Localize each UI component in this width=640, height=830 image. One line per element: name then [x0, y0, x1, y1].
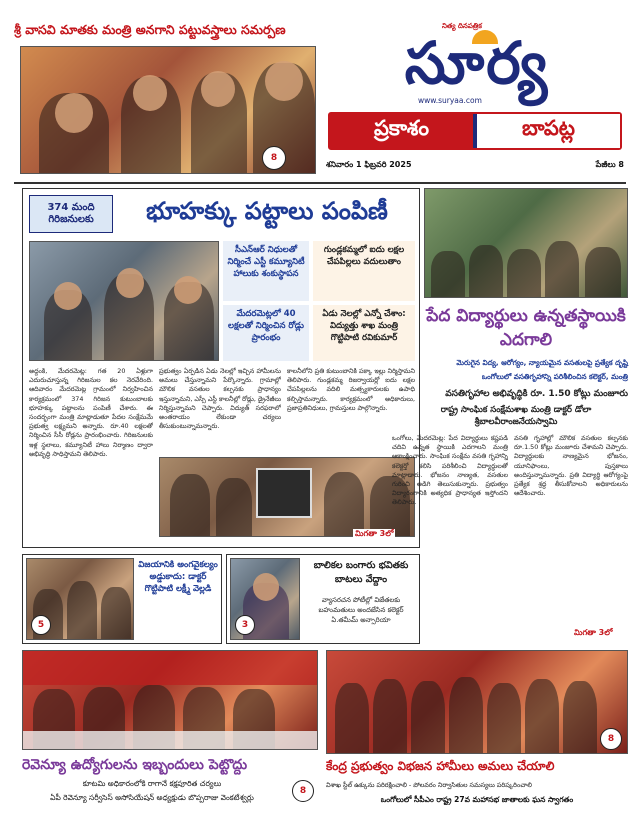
- lead-story: [22, 188, 420, 548]
- lead-col-3: కాలనీలోని ప్రతి కుటుంబానికి పక్కా ఇల్లు నిర్మిస్తామని తెలిపారు. గుండ్లకమ్మ రిజర్వాయర్లో ఐదు లక్షల చేపపిల్లలను వదిలి మత్స్యకారులకు ఉపాధి కల్పిస్తామన్నారు. కార్యక్రమంలో అధికారులు, ప్రజాప్రతినిధులు, గ్రామస్తులు పాల్గొన్నారు.: [287, 367, 415, 412]
- right-story-col-1: ఒంగోలు, మేదరమెట్ల: పేద విద్యార్థులు కష్టపడి చదివి ఉన్నత స్థాయికి ఎదగాలని మంత్రి ఆకాంక్షించారు. సాంఘిక సంక్షేమ వసతి గృహాన్ని కలెక్టర్తో కలిసి పరిశీలించి విద్యార్థులతో మాట్లాడారు. భోజనం నాణ్యత, వసతుల గురించి అడిగి తెలుసుకున్నారు. ప్రభుత్వం విద్యారంగానికి అత్యధిక ప్రాధాన్యత ఇస్తోందని తెలిపారు.: [392, 434, 508, 507]
- lead-box-roads: మేదరమెట్లలో 40 లక్షలతో నిర్మించిన రోడ్లు ప్రారంభం: [223, 305, 309, 361]
- right-story-sub3: వసతిగృహాల అభివృద్ధికి రూ. 1.50 కోట్లు మంజూరు: [445, 389, 628, 399]
- right-story-see-more[interactable]: మిగతా 3లో: [574, 628, 613, 637]
- brief-girls-sub: వ్యాసరచన పోటీల్లో విజేతలకు బహుమతులు అందజేసిన కలెక్టర్ ఏ.తమీమ్ అన్సారియా: [318, 596, 404, 624]
- masthead-title: సూర్య: [404, 29, 550, 97]
- right-story-sub2: ఒంగోలులో వసతిగృహాన్ని పరిశీలించిన కలెక్టర్, మంత్రి: [481, 372, 628, 381]
- right-story: [392, 188, 628, 644]
- bottom-left-photo: [22, 650, 318, 750]
- bottom-right-sub1: విశాఖ స్టీల్ ఉక్కును పరిరక్షించాలి - పోలవరం నిర్వాసితుల సమస్యలు పరిష్కరించాలి: [326, 781, 532, 789]
- right-story-byline: రాష్ట్ర సాంఘిక సంక్షేమశాఖ మంత్రి డాక్టర్ డోలా శ్రీబాలవీరాంజనేయస్వామి: [440, 405, 592, 427]
- brief-girls: [226, 554, 420, 644]
- lead-col-2: ప్రభుత్వం ఏర్పడిన ఏడు నెలల్లో ఇచ్చిన హామీలను అమలు చేస్తున్నామని పేర్కొన్నారు. గ్రామాల్లో మౌలిక వసతుల కల్పనకు ప్రాధాన్యం ఇస్తున్నామని, ఎస్సీ ఎస్టీ కాలనీల్లో రోడ్లు, డ్రైనేజీలు నిర్మిస్తున్నామని చెప్పారు. విద్యుత్ సరఫరాలో అంతరాయం లేకుండా చర్యలు తీసుకుంటున్నామన్నారు.: [159, 367, 281, 431]
- lead-photo-main: [29, 241, 219, 361]
- lead-box-minister: ఏడు నెలల్లో ఎన్నో చేశాం: విద్యుత్తు శాఖ మంత్రి గొట్టిపాటి రవికుమార్: [313, 305, 415, 361]
- brief-girls-headline: బాలికల బంగారు భవితకు బాటలు వేద్దాం: [313, 560, 409, 585]
- masthead: [322, 20, 626, 180]
- lead-kicker: 374 మంది గిరిజనులకు: [29, 195, 113, 233]
- bottom-right-headline: కేంద్ర ప్రభుత్వం విభజన హామీలు అమలు చేయాలి: [326, 759, 555, 773]
- edition-right: బాపట్ల: [477, 114, 620, 148]
- lead-box-fish: గుండ్లకమ్మలో ఐదు లక్షల చేపపిల్లలు వదులుతాం: [313, 241, 415, 301]
- right-story-sub1: మెరుగైన విద్య, ఆరోగ్యం, న్యాయమైన వసతులపై ప్రత్యేక దృష్టి: [456, 358, 628, 367]
- bottom-left-badge: 8: [292, 780, 314, 802]
- lead-col-1: అద్దంకి, మేదరమెట్ల: గత 20 ఏళ్లుగా ఎదురుచూస్తున్న గిరిజనుల కల నెరవేరింది. ఆదివారం మేదరమెట్ల గ్రామంలో నిర్వహించిన కార్యక్రమంలో 374 గిరిజన కుటుంబాలకు భూహక్కు పట్టాలను పంపిణీ చేశారు. ఈ సందర్భంగా మంత్రి మాట్లాడుతూ పేదల సంక్షేమమే ప్రభుత్వ లక్ష్యమని అన్నారు. రూ.40 లక్షలతో నిర్మించిన సీసీ రోడ్లను ప్రారంభించారు. గిరిజనులకు ఇళ్ల స్థలాలు, కమ్యూనిటీ హాలు నిర్మాణం ద్వారా అభివృద్ధి సాధిస్తామని తెలిపారు.: [29, 367, 153, 458]
- masthead-url: www.suryaa.com: [418, 96, 482, 105]
- lead-see-more[interactable]: మిగతా 3లో: [355, 529, 394, 538]
- brief-disability-headline: విజయానికి అంగవైకల్యం అడ్డుకాదు: డాక్టర్ గొట్టిపాటి లక్ష్మీ వెల్లడి: [138, 560, 218, 594]
- bottom-left-story: [22, 650, 318, 818]
- right-story-col-2: వసతి గృహాల్లో మౌలిక వసతుల కల్పనకు రూ.1.50 కోట్లు మంజూరు చేశామని చెప్పారు. విద్యార్థులకు నాణ్యమైన భోజనం, యూనిఫాంలు, పుస్తకాలు అందిస్తున్నామన్నారు. ప్రతి విద్యార్థి ఆరోగ్యంపై ప్రత్యేక శ్రద్ధ తీసుకోవాలని అధికారులను ఆదేశించారు.: [514, 434, 628, 498]
- brief-disability-badge: 5: [31, 615, 51, 635]
- lead-photo-plaque: [159, 457, 415, 537]
- top-story-headline: శ్రీ వాసవి మాతకు మంత్రి అనగాని పట్టువస్త్రాలు సమర్పణ: [14, 22, 286, 37]
- brief-girls-badge: 3: [235, 615, 255, 635]
- masthead-tagline: నిత్య దినపత్రిక: [442, 22, 482, 30]
- right-story-headline: పేద విద్యార్థులు ఉన్నతస్థాయికి ఎదగాలి: [426, 306, 626, 350]
- brief-disability: [22, 554, 222, 644]
- edition-left: ప్రకాశం: [330, 114, 473, 148]
- issue-date: శనివారం 1 ఫిబ్రవరి 2025: [326, 160, 412, 169]
- lead-box-community-hall: సీఎన్ఆర్ నిధులతో నిర్మించే ఎస్టీ కమ్యూనిటీ హాలుకు శంకుస్థాపన: [223, 241, 309, 301]
- top-story-page-badge: 8: [262, 146, 286, 170]
- bottom-left-sub1: కూటమి అధికారంలోకి రాగానే కక్షపూరిత చర్యలు: [82, 779, 222, 788]
- bottom-right-badge: 8: [600, 728, 622, 750]
- bottom-right-photo: [326, 650, 628, 754]
- bottom-right-story: [326, 650, 628, 818]
- lead-headline: భూహక్కు పట్టాలు పంపిణీ: [119, 193, 415, 235]
- edition-bar: [328, 112, 622, 150]
- right-story-photo: [424, 188, 628, 298]
- bottom-left-headline: రెవెన్యూ ఉద్యోగులను ఇబ్బందులు పెట్టొద్దు: [22, 757, 248, 773]
- top-divider: [14, 182, 626, 184]
- bottom-left-sub2: ఏపీ రెవెన్యూ సర్వీసెస్ అసోసియేషన్ అధ్యక్షుడు బొప్పరాజు వెంకటేశ్వర్లు: [50, 793, 254, 802]
- bottom-right-sub2: ఒంగోలులో సీపీఎం రాష్ట్ర 27వ మహాసభ జాతాలకు ఘన స్వాగతం: [380, 795, 574, 804]
- page-count: పేజీలు 8: [595, 160, 624, 169]
